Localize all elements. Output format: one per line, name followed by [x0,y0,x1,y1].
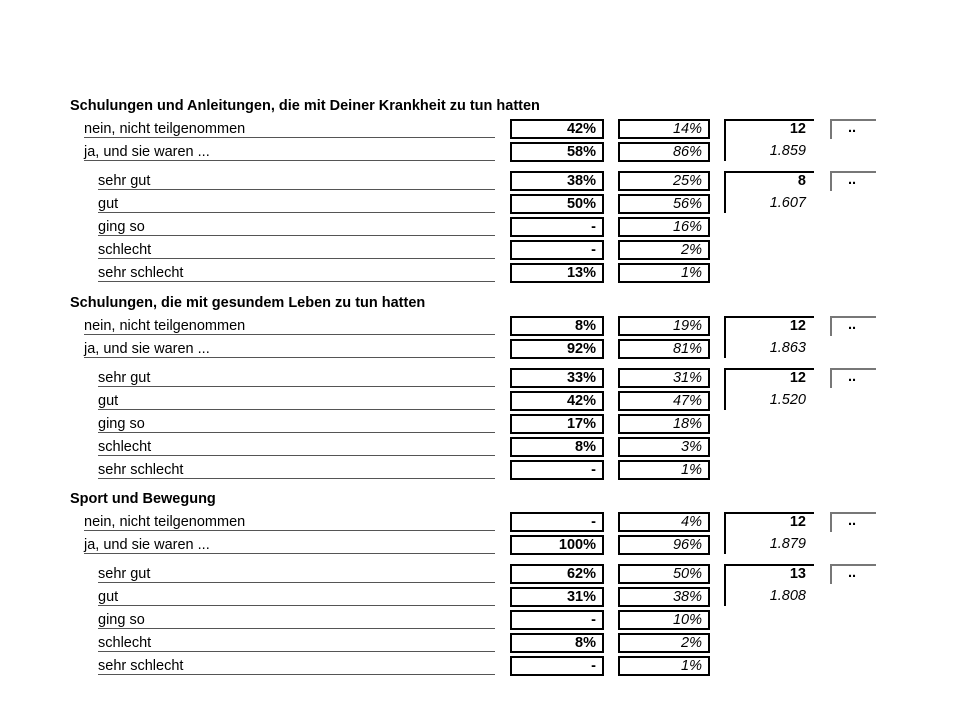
answer-label: sehr schlecht [98,657,495,675]
section-title: Sport und Bewegung [70,491,216,507]
total-sample-size-value: 1.863 [769,340,806,356]
total-percent-cell: 1% [618,460,710,480]
total-percent-cell: 4% [618,512,710,532]
total-percent-cell: 31% [618,368,710,388]
answer-label: ging so [98,218,495,236]
group-percent-cell: 8% [510,633,604,653]
answer-label: schlecht [98,438,495,456]
total-sample-size-value: 1.520 [769,392,806,408]
sample-size-box [724,316,814,358]
answer-label: ging so [98,415,495,433]
group-percent-cell: 100% [510,535,604,555]
group-percent-cell: 38% [510,171,604,191]
total-percent-cell: 18% [618,414,710,434]
total-sample-size-value: 1.607 [769,195,806,211]
answer-label: gut [98,588,495,606]
significance-marker: .. [830,119,876,139]
total-percent-cell: 2% [618,633,710,653]
total-sample-size-value: 1.879 [769,536,806,552]
significance-marker: .. [830,368,876,388]
total-percent-cell: 3% [618,437,710,457]
group-percent-cell: 31% [510,587,604,607]
answer-label: ja, und sie waren ... [84,340,495,358]
group-percent-cell: 42% [510,119,604,139]
sample-size-value: 12 [789,514,806,530]
sample-size-value: 12 [789,318,806,334]
total-percent-cell: 19% [618,316,710,336]
total-percent-cell: 16% [618,217,710,237]
answer-label: sehr gut [98,369,495,387]
answer-label: sehr schlecht [98,264,495,282]
total-percent-cell: 96% [618,535,710,555]
group-percent-cell: - [510,656,604,676]
total-percent-cell: 50% [618,564,710,584]
total-percent-cell: 10% [618,610,710,630]
total-percent-cell: 81% [618,339,710,359]
answer-label: nein, nicht teilgenommen [84,120,495,138]
total-percent-cell: 38% [618,587,710,607]
significance-marker: .. [830,564,876,584]
total-percent-cell: 47% [618,391,710,411]
answer-label: schlecht [98,241,495,259]
group-percent-cell: 8% [510,437,604,457]
sample-size-value: 8 [797,173,806,189]
answer-label: ging so [98,611,495,629]
answer-label: gut [98,392,495,410]
group-percent-cell: - [510,610,604,630]
sample-size-box [724,119,814,161]
group-percent-cell: 92% [510,339,604,359]
total-sample-size-value: 1.808 [769,588,806,604]
total-percent-cell: 86% [618,142,710,162]
group-percent-cell: - [510,512,604,532]
answer-label: gut [98,195,495,213]
answer-label: sehr schlecht [98,461,495,479]
group-percent-cell: - [510,460,604,480]
significance-marker: .. [830,512,876,532]
total-percent-cell: 1% [618,656,710,676]
sample-size-box [724,171,814,213]
group-percent-cell: 58% [510,142,604,162]
sample-size-value: 13 [789,566,806,582]
sample-size-value: 12 [789,370,806,386]
sample-size-value: 12 [789,121,806,137]
group-percent-cell: 42% [510,391,604,411]
group-percent-cell: 50% [510,194,604,214]
answer-label: nein, nicht teilgenommen [84,513,495,531]
total-percent-cell: 14% [618,119,710,139]
total-percent-cell: 1% [618,263,710,283]
group-percent-cell: 33% [510,368,604,388]
answer-label: nein, nicht teilgenommen [84,317,495,335]
answer-label: ja, und sie waren ... [84,143,495,161]
answer-label: schlecht [98,634,495,652]
group-percent-cell: 17% [510,414,604,434]
total-percent-cell: 56% [618,194,710,214]
answer-label: sehr gut [98,172,495,190]
group-percent-cell: 8% [510,316,604,336]
answer-label: sehr gut [98,565,495,583]
group-percent-cell: 13% [510,263,604,283]
total-sample-size-value: 1.859 [769,143,806,159]
sample-size-box [724,368,814,410]
total-percent-cell: 2% [618,240,710,260]
significance-marker: .. [830,171,876,191]
significance-marker: .. [830,316,876,336]
section-title: Schulungen, die mit gesundem Leben zu tun hatten [70,295,426,311]
group-percent-cell: 62% [510,564,604,584]
sample-size-box [724,564,814,606]
section-title: Schulungen und Anleitungen, die mit Deiner Krankheit zu tun hatten [70,98,540,114]
answer-label: ja, und sie waren ... [84,536,495,554]
group-percent-cell: - [510,240,604,260]
total-percent-cell: 25% [618,171,710,191]
sample-size-box [724,512,814,554]
group-percent-cell: - [510,217,604,237]
